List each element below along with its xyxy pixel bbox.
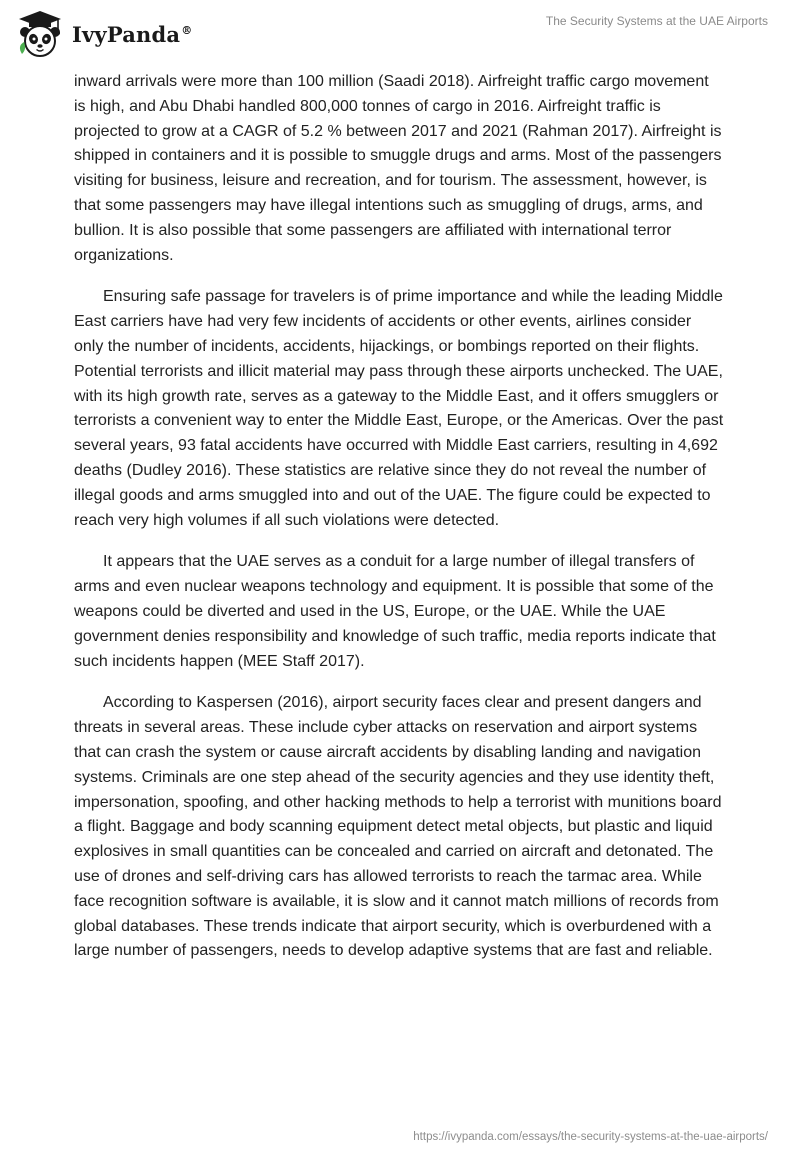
paragraph: Ensuring safe passage for travelers is of prime importance and while the leading Middle East carriers have had very few incidents of accidents or other events, airlines consider only the number of incidents, accidents, hijackings, or bombings reported on their flights. Potential terrorists and illicit material may pass through these airports unchecked. The UAE, with its high growth rate, serves as a gateway to the Middle East, and it offers smugglers or terrorists a convenient way to enter the Middle East, Europe, or the Americas. Over the past several years, 93 fatal accidents have occurred with Middle East carriers, resulting in 4,692 deaths (Dudley 2016). These statistics are relative since they do not reveal the number of illegal goods and arms smuggled into and out of the UAE. The figure could be expected to reach very high volumes if all such violations were detected.: [74, 288, 724, 529]
registered-mark: ®: [181, 23, 193, 37]
brand-name: [72, 22, 192, 47]
paragraph: According to Kaspersen (2016), airport security faces clear and present dangers and threats in several areas. These include cyber attacks on reservation and airport systems that can crash the system or cause aircraft accidents by disabling landing and navigation systems. Criminals are one step ahead of the security agencies and they use identity theft, impersonation, spoofing, and other hacking methods to help a terrorist with munitions board a flight. Baggage and body scanning equipment detect metal objects, but plastic and liquid explosives in small quantities can be concealed and carried on aircraft and detonated. The use of drones and self-driving cars has allowed terrorists to reach the tarmac area. While face recognition software is available, it is slow and it cannot match millions of records from global databases. These trends indicate that airport security, which is overburdened with a large number of passengers, needs to develop adaptive systems that are fast and reliable.: [74, 694, 722, 960]
brand-text: IvyPanda: [72, 21, 181, 47]
essay-body: [74, 70, 724, 981]
paragraph: It appears that the UAE serves as a conduit for a large number of illegal transfers of arms and even nuclear weapons technology and equipment. It is possible that some of the weapons could be diverted and used in the US, Europe, or the UAE. While the UAE government denies responsibility and knowledge of such traffic, media reports indicate that such incidents happen (MEE Staff 2017).: [74, 553, 716, 670]
panda-graduate-icon: [14, 8, 66, 60]
source-url-link[interactable]: https://ivypanda.com/essays/the-security-systems-at-the-uae-airports/: [413, 1131, 768, 1143]
document-title: The Security Systems at the UAE Airports: [545, 14, 768, 28]
page-header: [0, 0, 800, 70]
paragraph: inward arrivals were more than 100 million (Saadi 2018). Airfreight traffic cargo movement is high, and Abu Dhabi handled 800,000 tonnes of cargo in 2016. Airfreight traffic is projected to grow at a CAGR of 5.2 % between 2017 and 2021 (Rahman 2017). Airfreight is shipped in containers and it is possible to smuggle drugs and arms. Most of the passengers visiting for business, leisure and recreation, and for tourism. The assessment, however, is that some passengers may have illegal intentions such as smuggling of drugs, arms, and bullion. It is also possible that some passengers are affiliated with international terror organizations.: [74, 73, 722, 264]
ivypanda-logo[interactable]: [14, 8, 214, 60]
